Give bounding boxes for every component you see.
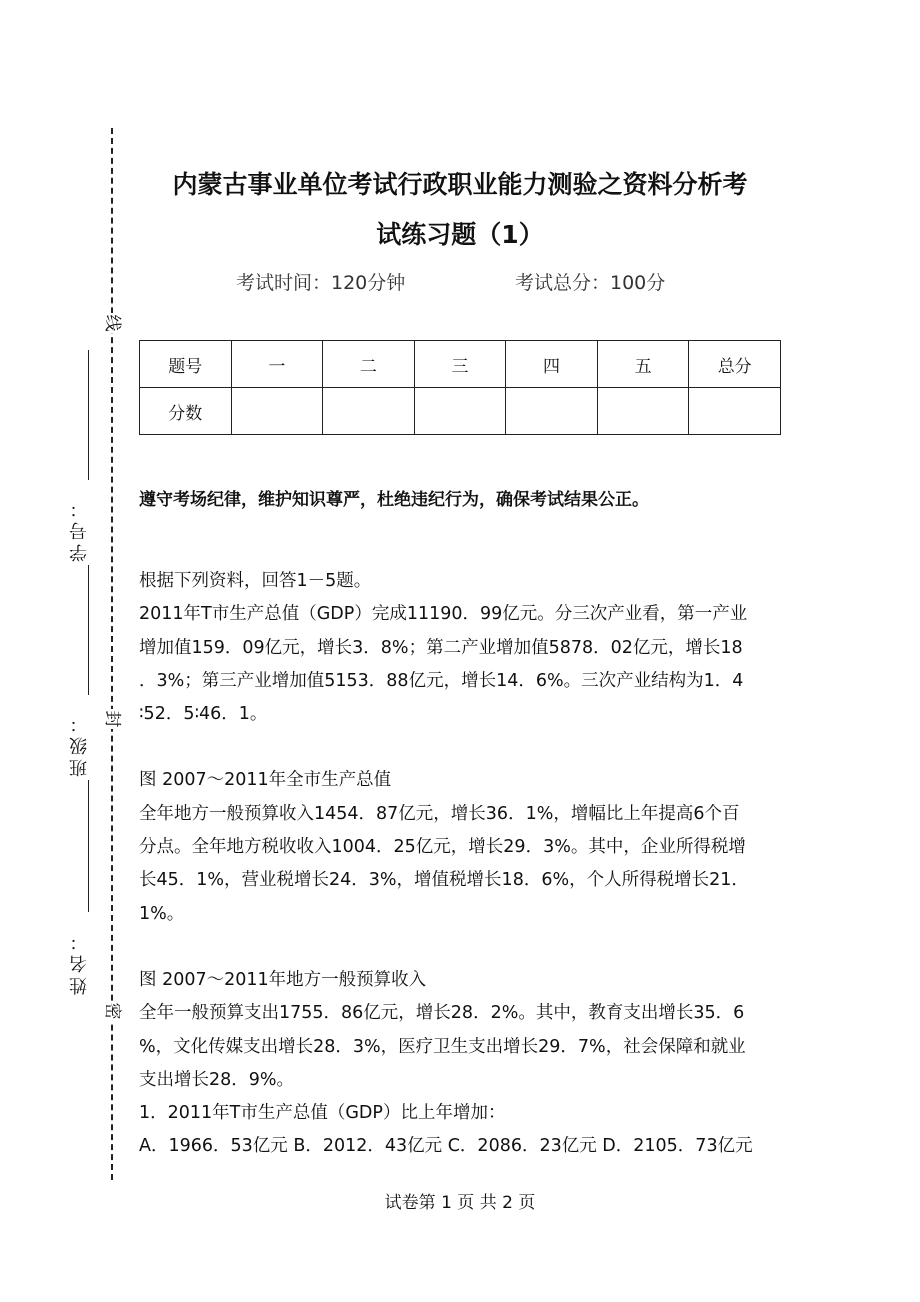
header-cell: 一 bbox=[231, 341, 323, 388]
score-cell[interactable] bbox=[597, 388, 689, 435]
paragraph-revenue-line: 分点。全年地方税收收入1004．25亿元，增长29．3%。其中，企业所得税增 bbox=[139, 837, 746, 858]
paragraph-revenue-line: 长45．1%，营业税增长24．3%，增值税增长18．6%，个人所得税增长21． bbox=[139, 870, 749, 891]
header-cell: 五 bbox=[597, 341, 689, 388]
paragraph-gdp-line: ．3%；第三产业增加值5153．88亿元，增长14．6%。三次产业结构为1．4 bbox=[139, 670, 744, 691]
page-footer: 试卷第 1 页 共 2 页 bbox=[384, 1193, 536, 1213]
score-cell[interactable] bbox=[323, 388, 415, 435]
figure-gap bbox=[139, 731, 779, 764]
figure-gap bbox=[139, 931, 779, 964]
paragraph-gdp-line: 增加值159．09亿元，增长3．8%；第二产业增加值5878．02亿元，增长18 bbox=[139, 637, 743, 658]
binding-char-xian: 线 bbox=[102, 314, 122, 332]
title-line-1: 内蒙古事业单位考试行政职业能力测验之资料分析考 bbox=[172, 170, 748, 199]
exam-title bbox=[120, 160, 800, 260]
paragraph-revenue-line: 1%。 bbox=[139, 903, 185, 924]
name-label: 姓名： bbox=[69, 929, 90, 995]
header-cell: 总分 bbox=[689, 341, 781, 388]
class-underline bbox=[88, 565, 89, 695]
material-intro: 根据下列资料，回答1－5题。 bbox=[139, 571, 372, 591]
score-cell[interactable] bbox=[231, 388, 323, 435]
paragraph-expenditure-line: 全年一般预算支出1755．86亿元，增长28．2%。其中，教育支出增长35．6 bbox=[139, 1003, 745, 1024]
exam-notice: 遵守考场纪律，维护知识尊严，杜绝违纪行为，确保考试结果公正。 bbox=[139, 490, 649, 510]
title-line-2: 试练习题（1） bbox=[376, 220, 544, 249]
question-1-stem: 1．2011年T市生产总值（GDP）比上年增加： bbox=[139, 1103, 506, 1124]
header-cell: 三 bbox=[414, 341, 506, 388]
binding-char-mi: 密 bbox=[102, 1002, 122, 1020]
student-id-underline bbox=[88, 350, 89, 480]
binding-char-feng: 封 bbox=[102, 710, 122, 728]
score-cell[interactable] bbox=[689, 388, 781, 435]
score-table-header-row bbox=[140, 341, 781, 388]
class-label: 班级： bbox=[69, 711, 90, 777]
paragraph-expenditure-line: %，文化传媒支出增长28．3%，医疗卫生支出增长29．7%，社会保障和就业 bbox=[139, 1036, 746, 1057]
paragraph-revenue-line: 全年地方一般预算收入1454．87亿元，增长36．1%，增幅比上年提高6个百 bbox=[139, 803, 740, 824]
score-table bbox=[139, 340, 781, 435]
header-cell: 四 bbox=[506, 341, 598, 388]
figure-caption-gdp: 图 2007～2011年全市生产总值 bbox=[139, 770, 392, 791]
question-body bbox=[139, 565, 779, 1164]
paragraph-expenditure-line: 支出增长28．9%。 bbox=[139, 1069, 295, 1090]
binding-dashed-line bbox=[111, 128, 113, 1180]
header-cell: 题号 bbox=[140, 341, 232, 388]
header-cell: 二 bbox=[323, 341, 415, 388]
score-cell[interactable] bbox=[414, 388, 506, 435]
exam-total-score: 考试总分：100分 bbox=[515, 272, 666, 294]
question-1-options: A．1966．53亿元 B．2012．43亿元 C．2086．23亿元 D．2105．73亿元 bbox=[139, 1136, 753, 1157]
score-row-label: 分数 bbox=[140, 388, 232, 435]
student-id-label: 学号： bbox=[69, 496, 90, 562]
figure-caption-revenue: 图 2007～2011年地方一般预算收入 bbox=[139, 969, 427, 990]
score-cell[interactable] bbox=[506, 388, 598, 435]
paragraph-gdp-line: ∶52．5∶46．1。 bbox=[139, 704, 268, 725]
paragraph-gdp-line: 2011年T市生产总值（GDP）完成11190．99亿元。分三次产业看，第一产业 bbox=[139, 604, 748, 625]
name-underline bbox=[88, 780, 89, 912]
score-table-score-row bbox=[140, 388, 781, 435]
exam-time: 考试时间：120分钟 bbox=[236, 272, 406, 294]
